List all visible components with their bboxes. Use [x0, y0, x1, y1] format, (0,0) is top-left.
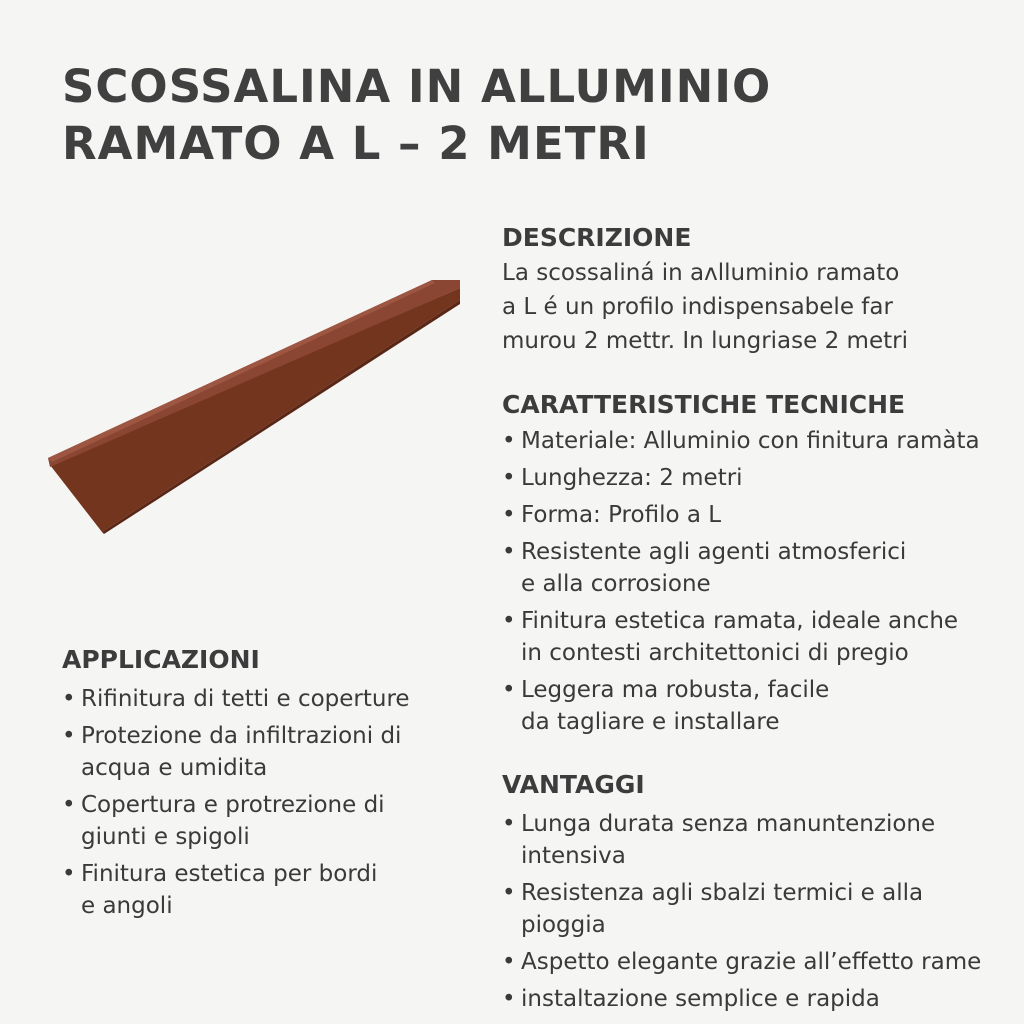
list-item: [502, 425, 1012, 457]
list-item: [502, 499, 1012, 531]
applicazioni-heading: APPLICAZIONI: [62, 645, 260, 674]
list-item-text: Leggera ma robusta, facile: [521, 677, 830, 703]
list-item-text: Finitura estetica ramata, ideale anche: [521, 608, 959, 634]
caratteristiche-list: [502, 425, 1012, 738]
flashing-vertical-face: [50, 288, 460, 532]
list-item-text: Rifinitura di tetti e coperture: [81, 686, 410, 712]
descrizione-heading: DESCRIZIONE: [502, 223, 692, 252]
descrizione-text: [502, 256, 908, 358]
list-item: [502, 808, 1012, 872]
list-item-text: Resistente agli agenti atmosferici: [521, 539, 907, 565]
list-item: [62, 858, 482, 922]
descrizione-line: murou 2 mettr. In lungriase 2 metri: [502, 328, 908, 354]
list-item-text: in contesti architettonici di pregio: [521, 640, 909, 666]
caratteristiche-heading: CARATTERISTICHE TECNICHE: [502, 390, 906, 419]
descrizione-line: La scossaliná in aʌlluminio ramato: [502, 260, 900, 286]
list-item: [502, 983, 1012, 1015]
list-item-text: acqua e umidita: [81, 755, 268, 781]
descrizione-section: [502, 222, 908, 358]
list-item-text: e angoli: [81, 893, 173, 919]
list-item: [62, 789, 482, 853]
list-item: [502, 877, 1012, 941]
list-item-text: Protezione da infiltrazioni di: [81, 723, 402, 749]
list-item-text: instaltazione semplice e rapida: [521, 986, 880, 1012]
applicazioni-section: [62, 644, 482, 927]
list-item-text: Finitura estetica per bordi: [81, 861, 378, 887]
title-line-1: SCOSSALINA IN ALLUMINIO: [62, 60, 772, 113]
title-line-2: RAMATO A L – 2 METRI: [62, 117, 650, 170]
list-item: [502, 674, 1012, 738]
list-item-text: Materiale: Alluminio con finitura ramàta: [521, 428, 980, 454]
descrizione-line: a L é un profilo indispensabele far: [502, 294, 893, 320]
list-item-text: giunti e spigoli: [81, 824, 250, 850]
list-item-text: intensiva: [521, 843, 626, 869]
list-item: [502, 946, 1012, 978]
list-item-text: pioggia: [521, 912, 606, 938]
list-item-text: Lunghezza: 2 metri: [521, 465, 743, 491]
list-item: [62, 720, 482, 784]
product-image: [40, 270, 470, 540]
page-title: [62, 58, 962, 172]
list-item: [502, 536, 1012, 600]
vantaggi-section: [502, 769, 1012, 1020]
list-item-text: Aspetto elegante grazie all’effetto rame: [521, 949, 982, 975]
list-item-text: Copertura e protrezione di: [81, 792, 385, 818]
list-item: [502, 605, 1012, 669]
list-item: [502, 462, 1012, 494]
flashing-top-flange: [48, 280, 460, 467]
list-item-text: Resistenza agli sbalzi termici e alla: [521, 880, 924, 906]
applicazioni-list: [62, 683, 482, 922]
list-item-text: Forma: Profilo a L: [521, 502, 722, 528]
list-item: [62, 683, 482, 715]
list-item-text: da tagliare e installare: [521, 709, 780, 735]
vantaggi-heading: VANTAGGI: [502, 770, 645, 799]
list-item-text: e alla corrosione: [521, 571, 711, 597]
caratteristiche-section: [502, 389, 1012, 743]
vantaggi-list: [502, 808, 1012, 1015]
list-item-text: Lunga durata senza manuntenzione: [521, 811, 936, 837]
